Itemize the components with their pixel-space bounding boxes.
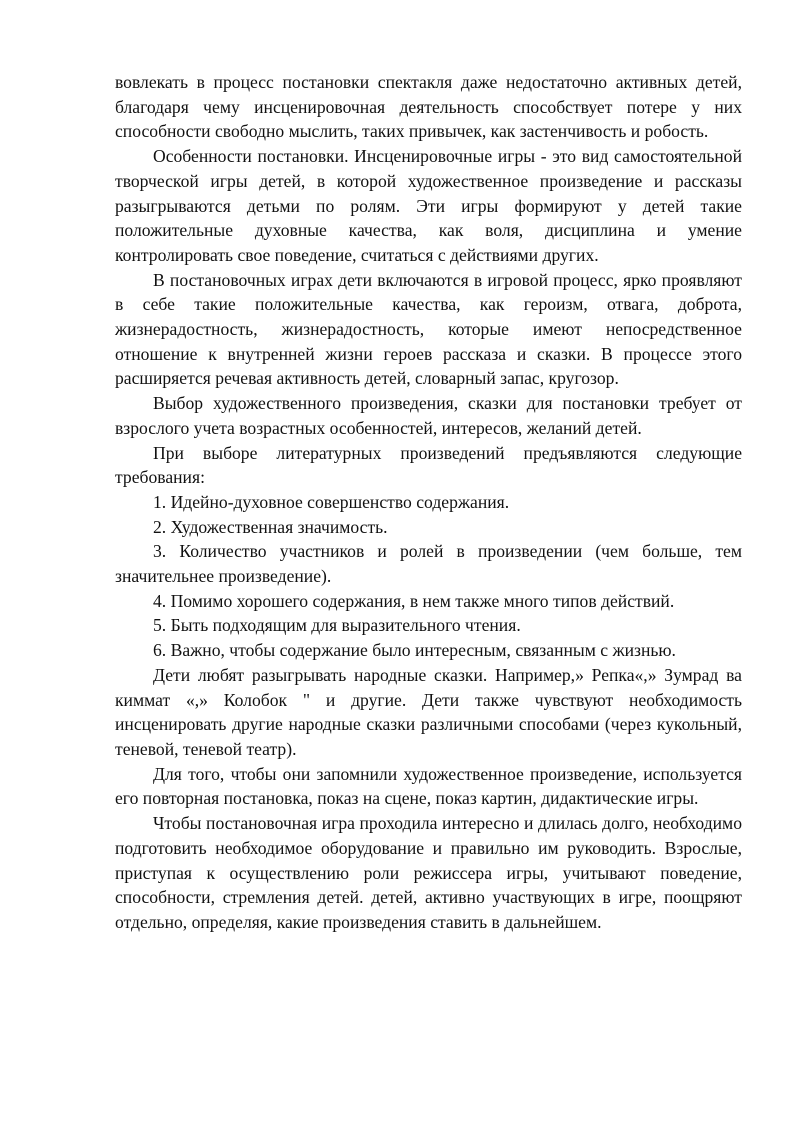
list-item-requirement-6: 6. Важно, чтобы содержание было интересным, связанным с жизнью.	[153, 640, 676, 661]
list-item-requirement-1: 1. Идейно-духовное совершенство содержания.	[153, 491, 510, 512]
paragraph-staging-games: В постановочных играх дети включаются в игровой процесс, ярко проявляют в себе такие положительные качества, как героизм, отвага, доброта, жизнерадостность, жизнерадостность, которые имеют непосредственное отношение к внутренней жизни героев рассказа и сказки. В процессе этого расширяется речевая активность детей, словарный запас, кругозор.	[115, 269, 742, 389]
paragraph-game-guidance: Чтобы постановочная игра проходила интересно и длилась долго, необходимо подготовить необходимое оборудование и правильно им руководить. Взрослые, приступая к осуществлению роли режиссера игры, учитывают поведение, способности, стремления детей. детей, активно участвующих в игре, поощряют отдельно, определяя, какие произведения ставить в дальнейшем.	[115, 813, 742, 932]
list-item-requirement-2: 2. Художественная значимость.	[153, 516, 388, 537]
list-item-requirement-3: 3. Количество участников и ролей в произведении (чем больше, тем значительнее произведение).	[115, 541, 742, 587]
list-item-requirement-4: 4. Помимо хорошего содержания, в нем также много типов действий.	[153, 590, 675, 611]
paragraph-continuation: вовлекать в процесс постановки спектакля даже недостаточно активных детей, благодаря чему инсценировочная деятельность способствует потере у них способности свободно мыслить, таких привычек, как застенчивость и робость.	[115, 72, 742, 142]
list-item-requirement-5: 5. Быть подходящим для выразительного чтения.	[153, 615, 521, 636]
paragraph-choice-of-work: Выбор художественного произведения, сказки для постановки требует от взрослого учета возрастных особенностей, интересов, желаний детей.	[115, 393, 742, 438]
paragraph-folk-tales: Дети любят разыгрывать народные сказки. Например,» Репка«,» Зумрад ва киммат «,» Колобок " и другие. Дети также чувствуют необходимость инсценировать другие народные сказки различными способами (через кукольный, теневой, теневой театр).	[115, 664, 742, 759]
document-page	[115, 70, 742, 935]
paragraph-memorization: Для того, чтобы они запомнили художественное произведение, используется его повторная постановка, показ на сцене, показ картин, дидактические игры.	[115, 763, 742, 809]
paragraph-staging-features: Особенности постановки. Инсценировочные игры - это вид самостоятельной творческой игры детей, в которой художественное произведение и рассказы разыгрываются детьми по ролям. Эти игры формируют у детей такие положительные духовные качества, как воля, дисциплина и умение контролировать свое поведение, считаться с действиями других.	[115, 146, 742, 265]
paragraph-requirements-intro: При выборе литературных произведений предъявляются следующие требования:	[115, 442, 742, 488]
